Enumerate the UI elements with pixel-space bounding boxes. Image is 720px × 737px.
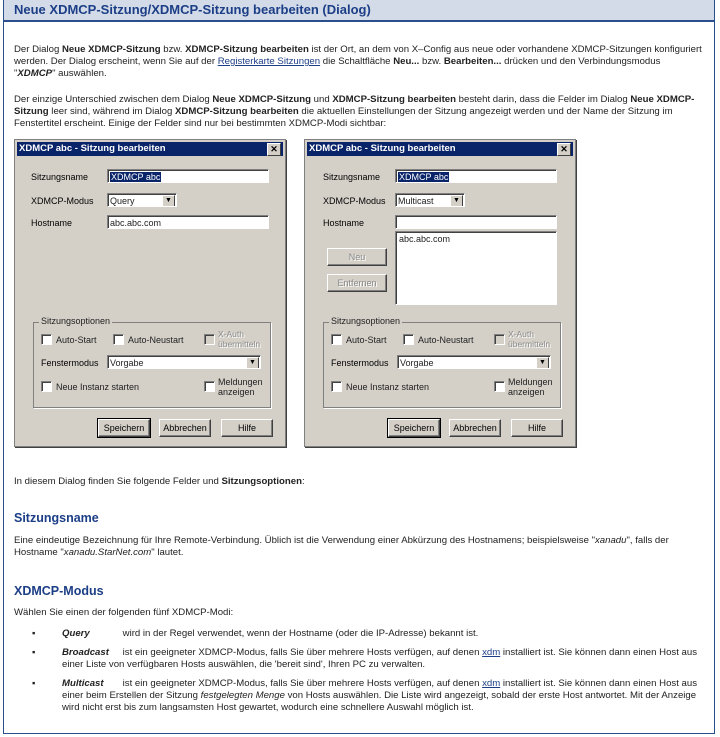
list-item <box>32 678 704 714</box>
fenstermodus-select[interactable] <box>107 355 261 369</box>
hostname-label: Hostname <box>31 218 73 228</box>
new-host-button[interactable]: Neu <box>327 248 387 266</box>
text-bold: Sitzungsoptionen <box>221 476 302 487</box>
bullet-icon: ▪ <box>32 647 36 658</box>
list-item <box>32 647 704 671</box>
auto-start-checkbox[interactable] <box>331 334 342 345</box>
text-italic: xanadu.StarNet.com <box>63 547 152 558</box>
mode-text: ist ein geeigneter XDMCP-Modus, falls Sie über mehrere Hosts verfügen, auf denen <box>122 647 483 658</box>
intro-paragraph-1 <box>14 44 704 80</box>
xdmcp-modus-value: Query <box>110 196 135 206</box>
hostname-input[interactable] <box>395 215 557 229</box>
text: In diesem Dialog finden Sie folgende Felder und <box>14 476 222 487</box>
intro-paragraph-2 <box>14 94 704 130</box>
hostname-label: Hostname <box>323 218 365 228</box>
sitzungsoptionen-group <box>323 316 561 408</box>
dialog-titlebar <box>307 142 573 156</box>
text-bold: Neu... <box>393 56 420 67</box>
text: die Schaltfläche <box>320 56 394 67</box>
mode-name: Broadcast <box>62 647 109 658</box>
dialog-titlebar <box>17 142 283 156</box>
fenstermodus-value: Vorgabe <box>110 358 144 368</box>
text: Der Dialog <box>14 44 62 55</box>
mode-text: von Hosts auswählen. Die Liste wird angezeigt, sobald der erste Host antwortet. Mit der Anzeige wird nicht erst bis zum langsamsten Host gewartet, wodurch eine schnellere Auswahl möglich ist. <box>62 690 697 713</box>
text-italic: xanadu <box>594 535 627 546</box>
x-auth-label: X-Auth übermitteln <box>218 329 261 349</box>
text: ", falls der Hostname " <box>14 535 669 558</box>
neue-instanz-label: Neue Instanz starten <box>346 382 430 392</box>
xdmcp-modus-value: Multicast <box>398 196 434 206</box>
text-bold: Neue XDMCP-Sitzung <box>212 94 311 105</box>
mode-text: ist ein geeigneter XDMCP-Modus, falls Sie über mehrere Hosts verfügen, auf denen <box>122 678 483 689</box>
mode-name: Multicast <box>62 678 104 689</box>
chevron-down-icon[interactable]: ▼ <box>450 195 463 207</box>
sitzungsoptionen-label: Sitzungsoptionen <box>41 316 111 326</box>
text: Eine eindeutige Bezeichnung für Ihre Remote-Verbindung. Üblich ist die Verwendung einer Abkürzung des Hostnamens; beispielsweise " <box>14 535 595 546</box>
text: : <box>301 476 305 487</box>
auto-neustart-label: Auto-Neustart <box>418 335 474 345</box>
bullet-icon: ▪ <box>32 628 36 639</box>
neue-instanz-checkbox[interactable] <box>41 381 52 392</box>
xdmcp-modus-label: XDMCP-Modus <box>323 196 386 206</box>
text-bold: Neue XDMCP-Sitzung <box>62 44 161 55</box>
mode-text: installiert ist. Sie können dann einen Host aus einer Liste von verfügbaren Hosts auswählen, die 'bereit sind', Ihren PC zu verwalten. <box>62 647 698 670</box>
x-auth-label: X-Auth übermitteln <box>508 329 551 349</box>
meldungen-checkbox[interactable] <box>204 381 215 392</box>
dialog-title: XDMCP abc - Sitzung bearbeiten <box>19 143 166 154</box>
fenstermodus-label: Fenstermodus <box>41 358 99 368</box>
sitzungsoptionen-label: Sitzungsoptionen <box>331 316 401 326</box>
link-registerkarte-sitzungen[interactable]: Registerkarte Sitzungen <box>217 56 321 67</box>
dialog-title: XDMCP abc - Sitzung bearbeiten <box>309 143 456 154</box>
text: ist der Ort, an dem von X–Config aus neue oder vorhandene XDMCP-Sitzungen konfiguriert werden. Der Dialog erscheint, wenn Sie auf der <box>14 44 702 67</box>
sitzungsname-value: XDMCP abc <box>111 172 161 182</box>
xdmcp-modes-list <box>32 628 704 721</box>
neue-instanz-label: Neue Instanz starten <box>56 382 140 392</box>
sitzungsname-label: Sitzungsname <box>323 172 381 182</box>
text: " auswählen. <box>52 68 107 79</box>
auto-neustart-checkbox[interactable] <box>403 334 414 345</box>
text-italic: XDMCP <box>17 68 53 79</box>
chevron-down-icon[interactable]: ▼ <box>162 195 175 207</box>
xdmcp-modus-select[interactable] <box>107 193 177 207</box>
auto-start-checkbox[interactable] <box>41 334 52 345</box>
text: die aktuellen Einstellungen der Sitzung angezeigt werden und der Name der Sitzung im Fenstertitel erscheint. Einige der Felder sind nur bei bestimmten XDMCP-Modi sichtbar: <box>14 106 673 129</box>
help-button[interactable]: Hilfe <box>511 419 563 437</box>
save-button[interactable]: Speichern <box>388 419 440 437</box>
text-bold: XDMCP-Sitzung bearbeiten <box>185 44 309 55</box>
text: und <box>310 94 333 105</box>
fenstermodus-label: Fenstermodus <box>331 358 389 368</box>
xdmcp-modus-intro: Wählen Sie einen der folgenden fünf XDMCP-Modi: <box>14 607 234 618</box>
fenstermodus-value: Vorgabe <box>400 358 434 368</box>
bullet-icon: ▪ <box>32 678 36 689</box>
page-title: Neue XDMCP-Sitzung/XDMCP-Sitzung bearbeiten (Dialog) <box>14 2 371 17</box>
remove-host-button[interactable]: Entfernen <box>327 274 387 292</box>
x-auth-checkbox[interactable] <box>494 334 505 345</box>
fields-intro <box>14 476 704 488</box>
text: drücken und den Verbindungsmodus " <box>14 56 661 79</box>
text: " lautet. <box>151 547 184 558</box>
auto-start-label: Auto-Start <box>56 335 97 345</box>
page-header <box>4 0 714 22</box>
sitzungsname-value: XDMCP abc <box>399 172 449 182</box>
xdmcp-modus-select[interactable] <box>395 193 465 207</box>
dialog-multicast <box>304 139 576 447</box>
neue-instanz-checkbox[interactable] <box>331 381 342 392</box>
meldungen-label: Meldungen anzeigen <box>218 377 263 397</box>
sitzungsoptionen-group <box>33 316 271 408</box>
text: leer sind, während im Dialog <box>48 106 176 117</box>
text-bold: XDMCP-Sitzung bearbeiten <box>332 94 456 105</box>
heading-xdmcp-modus: XDMCP-Modus <box>14 584 104 598</box>
sitzungsname-description <box>14 535 704 559</box>
cancel-button[interactable]: Abbrechen <box>159 419 211 437</box>
text-bold: Neue XDMCP-Sitzung <box>14 94 695 117</box>
save-button[interactable]: Speichern <box>98 419 150 437</box>
mode-name: Query <box>62 628 90 639</box>
x-auth-checkbox[interactable] <box>204 334 215 345</box>
link-xdm[interactable]: xdm <box>482 647 501 658</box>
chevron-down-icon[interactable]: ▼ <box>246 357 259 369</box>
meldungen-label: Meldungen anzeigen <box>508 377 553 397</box>
close-icon[interactable]: ✕ <box>267 143 281 156</box>
list-item <box>32 628 704 640</box>
chevron-down-icon[interactable]: ▼ <box>536 357 549 369</box>
xdmcp-modus-label: XDMCP-Modus <box>31 196 94 206</box>
text-italic: festgelegten Menge <box>200 690 285 701</box>
help-button[interactable]: Hilfe <box>221 419 273 437</box>
mode-text: installiert ist. Sie können dann einen Host aus einer beim Erstellen der Sitzung <box>62 678 698 701</box>
auto-neustart-checkbox[interactable] <box>113 334 124 345</box>
hostname-value: abc.abc.com <box>110 218 162 228</box>
auto-neustart-label: Auto-Neustart <box>128 335 184 345</box>
hostname-input[interactable] <box>107 215 269 229</box>
sitzungsname-input[interactable] <box>395 169 557 183</box>
dialog-query <box>14 139 286 447</box>
text: bzw. <box>419 56 444 67</box>
text-bold: Bearbeiten... <box>443 56 502 67</box>
meldungen-checkbox[interactable] <box>494 381 505 392</box>
host-list[interactable] <box>395 231 557 305</box>
sitzungsname-label: Sitzungsname <box>31 172 89 182</box>
mode-text: wird in der Regel verwendet, wenn der Hostname (oder die IP-Adresse) bekannt ist. <box>122 628 479 639</box>
close-icon[interactable]: ✕ <box>557 143 571 156</box>
list-item[interactable]: abc.abc.com <box>399 234 451 244</box>
cancel-button[interactable]: Abbrechen <box>449 419 501 437</box>
text: Der einzige Unterschied zwischen dem Dialog <box>14 94 213 105</box>
auto-start-label: Auto-Start <box>346 335 387 345</box>
link-xdm[interactable]: xdm <box>482 678 501 689</box>
sitzungsname-input[interactable] <box>107 169 269 183</box>
help-page <box>3 0 715 734</box>
text-bold: XDMCP-Sitzung bearbeiten <box>175 106 299 117</box>
fenstermodus-select[interactable] <box>397 355 551 369</box>
text: bzw. <box>160 44 186 55</box>
text: besteht darin, dass die Felder im Dialog <box>456 94 631 105</box>
heading-sitzungsname: Sitzungsname <box>14 511 99 525</box>
